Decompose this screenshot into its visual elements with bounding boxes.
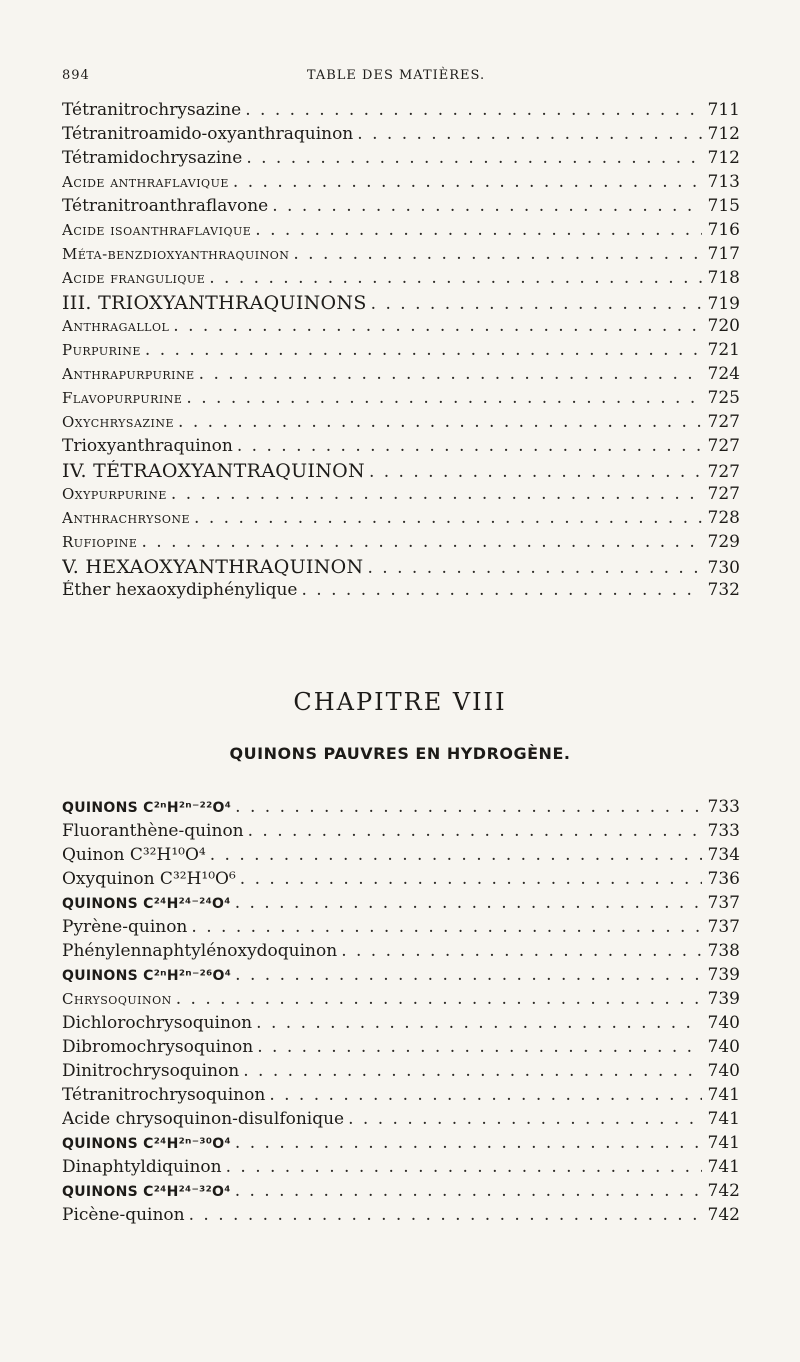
dot-leader — [371, 294, 702, 314]
toc-entry-title: Trioxyanthraquinon — [62, 436, 233, 456]
toc-entry-page: 725 — [707, 388, 740, 408]
toc-entry-page: 733 — [707, 821, 740, 841]
toc-entry — [62, 1157, 740, 1181]
toc-entry — [62, 388, 740, 412]
dot-leader — [301, 580, 702, 600]
dot-leader — [189, 1205, 702, 1225]
toc-entry-title: Oxyquinon C³²H¹⁰O⁶ — [62, 869, 236, 889]
toc-entry-page: 727 — [707, 462, 740, 482]
toc-entry-title: Tétranitroamido-oxyanthraquinon — [62, 124, 354, 144]
toc-entry-title: Acide frangulique — [62, 269, 206, 287]
toc-entry-title: Tétranitrochrysazine — [62, 100, 242, 120]
toc-entry-page: 728 — [707, 508, 740, 528]
toc-entry-title: Fluoranthène-quinon — [62, 821, 244, 841]
dot-leader — [176, 989, 702, 1009]
toc-entry-page: 741 — [707, 1133, 740, 1153]
dot-leader — [369, 462, 702, 482]
toc-entry — [62, 364, 740, 388]
toc-entry-page: 736 — [707, 869, 740, 889]
toc-entry-title: Méta-benzdioxyanthraquinon — [62, 245, 290, 263]
toc-entry-page: 732 — [707, 580, 740, 600]
toc-entry-page: 717 — [707, 244, 740, 264]
toc-entry-title: QUINONS C²⁴H²⁴⁻²⁴O⁴ — [62, 896, 231, 912]
dot-leader — [243, 1061, 702, 1081]
toc-entry — [62, 436, 740, 460]
toc-entry — [62, 941, 740, 965]
toc-entry — [62, 1181, 740, 1205]
toc-entry-page: 716 — [707, 220, 740, 240]
dot-leader — [235, 1133, 702, 1153]
toc-entry-page: 733 — [707, 797, 740, 817]
toc-entry-page: 724 — [707, 364, 740, 384]
toc-entry — [62, 268, 740, 292]
toc-entry-title: Acide chrysoquinon-disulfonique — [62, 1109, 345, 1129]
toc-entry — [62, 196, 740, 220]
toc-entry-page: 715 — [707, 196, 740, 216]
toc-entry-title: Anthrapurpurine — [62, 365, 195, 383]
toc-entry — [62, 148, 740, 172]
toc-section-2 — [62, 797, 740, 1229]
toc-entry-page: 727 — [707, 436, 740, 456]
dot-leader — [293, 244, 702, 264]
dot-leader — [367, 558, 702, 578]
toc-entry — [62, 316, 740, 340]
toc-entry-title: Tétranitrochrysoquinon — [62, 1085, 266, 1105]
toc-entry-page: 741 — [707, 1109, 740, 1129]
toc-entry — [62, 1013, 740, 1037]
toc-entry-title: Oxypurpurine — [62, 485, 167, 503]
toc-entry-title: Anthragallol — [62, 317, 170, 335]
toc-entry-title: QUINONS C²ⁿH²ⁿ⁻²²O⁴ — [62, 800, 232, 816]
toc-entry-title: Dichlorochrysoquinon — [62, 1013, 253, 1033]
dot-leader — [246, 148, 702, 168]
toc-entry-title: Dinitrochrysoquinon — [62, 1061, 240, 1081]
toc-entry — [62, 1205, 740, 1229]
dot-leader — [178, 412, 702, 432]
dot-leader — [233, 172, 702, 192]
toc-entry — [62, 893, 740, 917]
toc-entry-title: Oxychrysazine — [62, 413, 175, 431]
dot-leader — [255, 220, 702, 240]
toc-entry-page: 740 — [707, 1061, 740, 1081]
toc-entry-page: 721 — [707, 340, 740, 360]
page-number: 894 — [62, 68, 90, 83]
toc-entry-title: Pyrène-quinon — [62, 917, 188, 937]
toc-entry — [62, 340, 740, 364]
toc-entry-title: Dinaphtyldiquinon — [62, 1157, 222, 1177]
toc-entry-page: 727 — [707, 484, 740, 504]
toc-entry-page: 739 — [707, 989, 740, 1009]
toc-entry-title: III. TRIOXYANTHRAQUINONS — [62, 292, 367, 314]
chapter-heading: CHAPITRE VIII — [293, 688, 507, 716]
toc-entry-page: 712 — [707, 148, 740, 168]
dot-leader — [141, 532, 702, 552]
dot-leader — [272, 196, 702, 216]
dot-leader — [237, 436, 702, 456]
toc-entry — [62, 532, 740, 556]
running-header — [62, 68, 730, 90]
dot-leader — [191, 917, 702, 937]
toc-entry — [62, 965, 740, 989]
toc-entry-title: Tétranitroanthraflavone — [62, 196, 269, 216]
dot-leader — [209, 268, 702, 288]
toc-entry-title: Tétramidochrysazine — [62, 148, 243, 168]
chapter-subtitle: QUINONS PAUVRES EN HYDROGÈNE. — [229, 744, 571, 763]
toc-entry-title: QUINONS C²⁴H²⁴⁻³²O⁴ — [62, 1184, 231, 1200]
toc-entry-page: 741 — [707, 1157, 740, 1177]
toc-entry-title: Phénylennaphtylénoxydoquinon — [62, 941, 338, 961]
toc-entry-title: Acide isoanthraflavique — [62, 221, 252, 239]
toc-entry-title: Quinon C³²H¹⁰O⁴ — [62, 845, 206, 865]
toc-entry-page: 738 — [707, 941, 740, 961]
toc-entry — [62, 1061, 740, 1085]
dot-leader — [210, 845, 702, 865]
dot-leader — [235, 893, 702, 913]
toc-entry-page: 742 — [707, 1181, 740, 1201]
toc-entry-page: 739 — [707, 965, 740, 985]
dot-leader — [256, 1013, 702, 1033]
toc-section-1 — [62, 100, 740, 604]
toc-entry-title: Éther hexaoxydiphénylique — [62, 580, 298, 600]
dot-leader — [235, 1181, 702, 1201]
toc-entry — [62, 580, 740, 604]
toc-entry — [62, 244, 740, 268]
toc-entry-page: 730 — [707, 558, 740, 578]
dot-leader — [248, 821, 702, 841]
toc-entry — [62, 172, 740, 196]
running-title: TABLE DES MATIÈRES. — [306, 68, 486, 83]
toc-entry — [62, 220, 740, 244]
toc-entry-page: 737 — [707, 893, 740, 913]
toc-entry-page: 712 — [707, 124, 740, 144]
toc-entry — [62, 845, 740, 869]
toc-entry — [62, 821, 740, 845]
toc-entry-title: Dibromochrysoquinon — [62, 1037, 254, 1057]
toc-entry — [62, 1109, 740, 1133]
dot-leader — [226, 1157, 702, 1177]
toc-entry-title: Chrysoquinon — [62, 990, 172, 1008]
toc-entry-title: QUINONS C²⁴H²ⁿ⁻³⁰O⁴ — [62, 1136, 231, 1152]
toc-entry — [62, 989, 740, 1013]
dot-leader — [235, 797, 702, 817]
toc-entry — [62, 556, 740, 580]
dot-leader — [341, 941, 702, 961]
dot-leader — [173, 316, 702, 336]
toc-entry-title: Purpurine — [62, 341, 141, 359]
toc-entry-page: 719 — [707, 294, 740, 314]
toc-entry-page: 720 — [707, 316, 740, 336]
dot-leader — [194, 508, 702, 528]
toc-entry — [62, 1133, 740, 1157]
toc-entry-page: 740 — [707, 1013, 740, 1033]
toc-entry — [62, 292, 740, 316]
toc-entry-page: 727 — [707, 412, 740, 432]
toc-entry-page: 742 — [707, 1205, 740, 1225]
toc-entry-title: QUINONS C²ⁿH²ⁿ⁻²⁶O⁴ — [62, 968, 232, 984]
toc-entry — [62, 797, 740, 821]
toc-entry-page: 741 — [707, 1085, 740, 1105]
toc-entry-title: V. HEXAOXYANTHRAQUINON — [62, 556, 364, 578]
toc-entry — [62, 100, 740, 124]
toc-entry — [62, 484, 740, 508]
toc-entry-title: Picène-quinon — [62, 1205, 185, 1225]
dot-leader — [145, 340, 702, 360]
dot-leader — [348, 1109, 702, 1129]
toc-entry — [62, 1037, 740, 1061]
toc-entry — [62, 124, 740, 148]
toc-entry-page: 713 — [707, 172, 740, 192]
toc-entry — [62, 869, 740, 893]
dot-leader — [269, 1085, 702, 1105]
toc-entry — [62, 508, 740, 532]
toc-entry — [62, 460, 740, 484]
dot-leader — [199, 364, 702, 384]
toc-entry-title: Anthrachrysone — [62, 509, 191, 527]
toc-entry-page: 737 — [707, 917, 740, 937]
toc-entry-title: Acide anthraflavique — [62, 173, 229, 191]
toc-entry-page: 734 — [707, 845, 740, 865]
dot-leader — [257, 1037, 702, 1057]
dot-leader — [171, 484, 702, 504]
toc-entry-title: Flavopurpurine — [62, 389, 183, 407]
toc-entry — [62, 917, 740, 941]
dot-leader — [240, 869, 702, 889]
toc-entry-title: Rufiopine — [62, 533, 138, 551]
toc-entry-page: 718 — [707, 268, 740, 288]
toc-entry — [62, 1085, 740, 1109]
dot-leader — [235, 965, 702, 985]
toc-entry-page: 729 — [707, 532, 740, 552]
dot-leader — [186, 388, 702, 408]
toc-entry-page: 740 — [707, 1037, 740, 1057]
dot-leader — [245, 100, 702, 120]
toc-entry-title: IV. TÉTRAOXYANTRAQUINON — [62, 460, 365, 482]
toc-entry-page: 711 — [707, 100, 740, 120]
toc-entry — [62, 412, 740, 436]
dot-leader — [357, 124, 702, 144]
